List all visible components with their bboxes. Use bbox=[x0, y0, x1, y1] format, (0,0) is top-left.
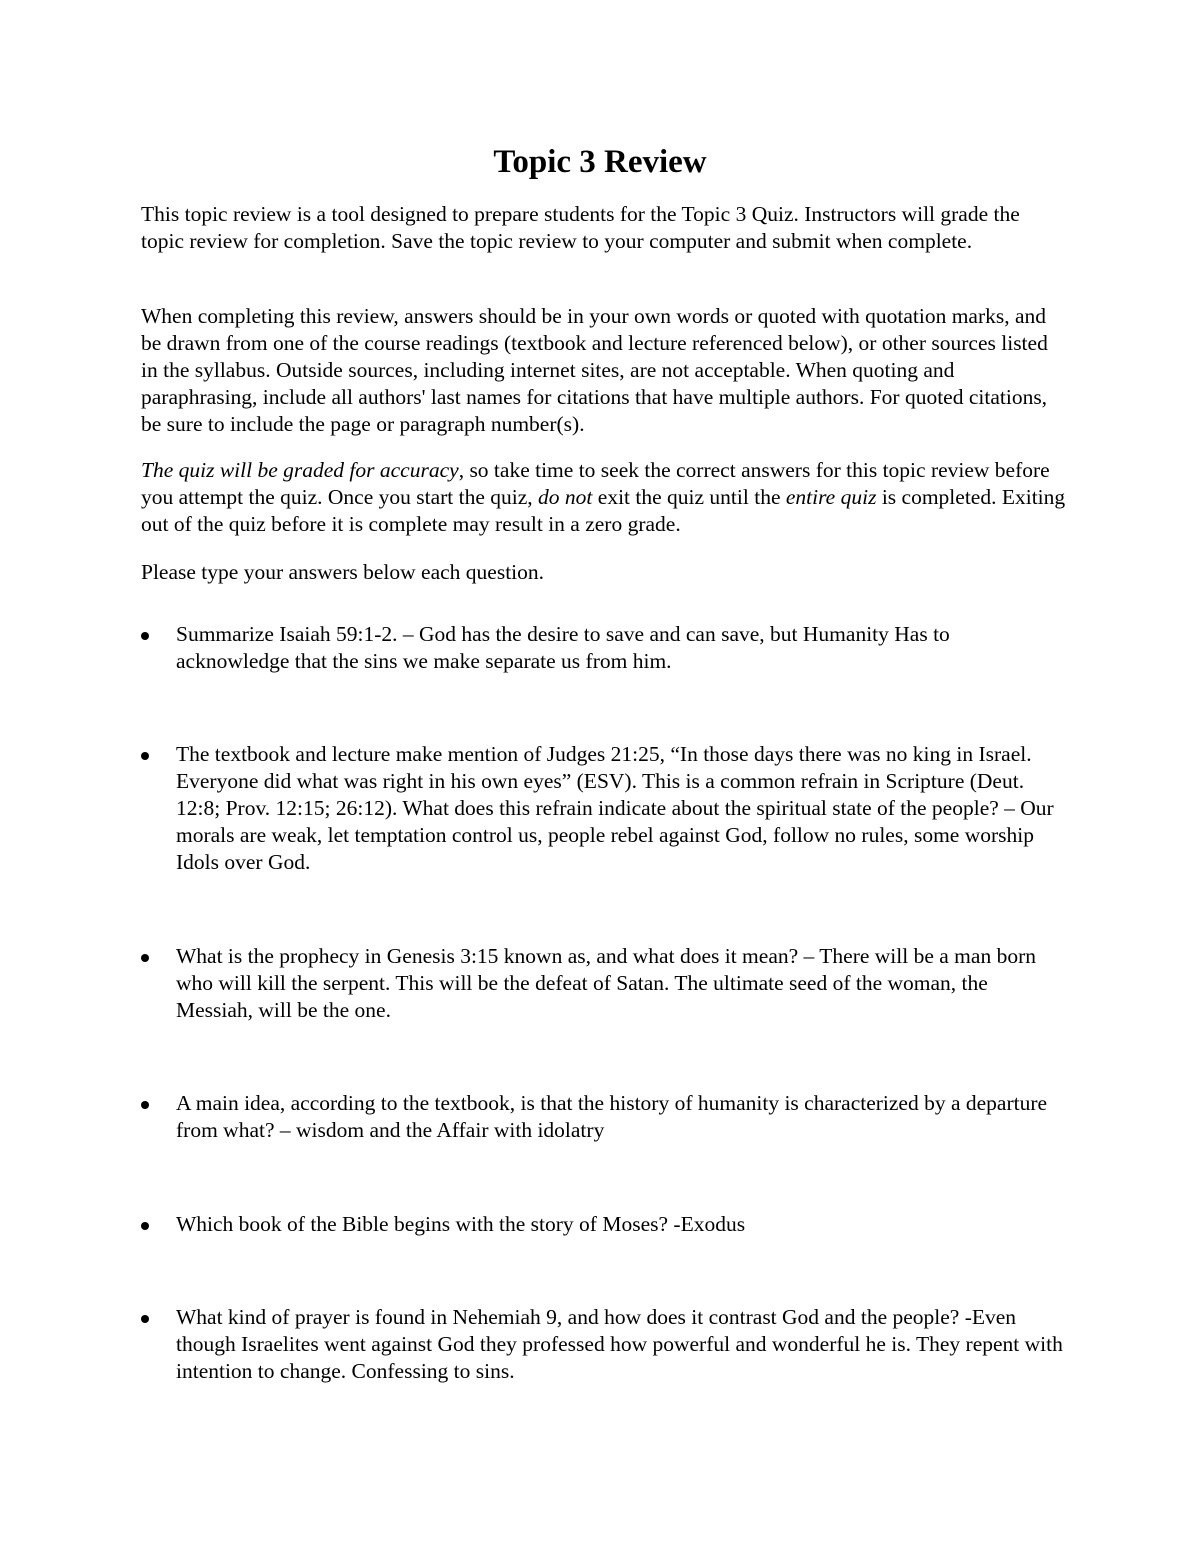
bullet-icon bbox=[141, 752, 149, 760]
answer-prompt: Please type your answers below each question. bbox=[141, 560, 545, 584]
question-text: What kind of prayer is found in Nehemiah 9, and how does it contrast God and the people? -Even though Israelites went against God they professed how powerful and wonderful he is. They repent with intention to change. Confessing to sins. bbox=[176, 1305, 1063, 1383]
bullet-icon bbox=[141, 632, 149, 640]
quiz-note-text: , so take time to seek the correct answers for this topic review before you attempt the quiz. Once you start the quiz, bbox=[141, 458, 1050, 509]
question-item bbox=[141, 1304, 1066, 1385]
question-text: Which book of the Bible begins with the story of Moses? -Exodus bbox=[176, 1212, 746, 1236]
question-text: The textbook and lecture make mention of Judges 21:25, “In those days there was no king in Israel. Everyone did what was right in his own eyes” (ESV). This is a common refrain in Scripture (Deut. 12:8; Prov. 12:15; 26:12). What does this refrain indicate about the spiritual state of the people? – Our morals are weak, let temptation control us, people rebel against God, follow no rules, some worship Idols over God. bbox=[176, 742, 1054, 874]
question-item bbox=[141, 943, 1066, 1024]
question-text: What is the prophecy in Genesis 3:15 known as, and what does it mean? – There will be a man born who will kill the serpent. This will be the defeat of Satan. The ultimate seed of the woman, the Messiah, will be the one. bbox=[176, 944, 1036, 1022]
question-item bbox=[141, 1090, 1066, 1144]
question-text: Summarize Isaiah 59:1-2. – God has the desire to save and can save, but Humanity Has to acknowledge that the sins we make separate us from him. bbox=[176, 622, 950, 673]
quiz-note-text: exit the quiz until the bbox=[592, 485, 786, 509]
bullet-icon bbox=[141, 1101, 149, 1109]
bullet-icon bbox=[141, 1222, 149, 1230]
quiz-note-italic-accuracy: The quiz will be graded for accuracy bbox=[141, 458, 459, 482]
bullet-icon bbox=[141, 1315, 149, 1323]
quiz-note-italic-do-not: do not bbox=[538, 485, 593, 509]
question-item bbox=[141, 621, 1066, 675]
page-title: Topic 3 Review bbox=[493, 144, 707, 180]
question-text: A main idea, according to the textbook, is that the history of humanity is characterized by a departure from what? – wisdom and the Affair with idolatry bbox=[176, 1091, 1048, 1142]
question-item bbox=[141, 1211, 1066, 1238]
quiz-note-italic-entire-quiz: entire quiz bbox=[785, 485, 877, 509]
bullet-icon bbox=[141, 954, 149, 962]
question-item bbox=[141, 741, 1066, 876]
quiz-note-paragraph bbox=[141, 457, 1066, 538]
quiz-note-text: is completed. Exiting out of the quiz before it is complete may result in a zero grade. bbox=[141, 485, 1066, 536]
instructions-paragraph: When completing this review, answers should be in your own words or quoted with quotation marks, and be drawn from one of the course readings (textbook and lecture referenced below), or other sources listed in the syllabus. Outside sources, including internet sites, are not acceptable. When quoting and paraphrasing, include all authors' last names for citations that have multiple authors. For quoted citations, be sure to include the page or paragraph number(s). bbox=[141, 304, 1048, 436]
intro-paragraph: This topic review is a tool designed to prepare students for the Topic 3 Quiz. Instructors will grade the topic review for completion. Save the topic review to your computer and submit when complete. bbox=[141, 202, 1020, 253]
